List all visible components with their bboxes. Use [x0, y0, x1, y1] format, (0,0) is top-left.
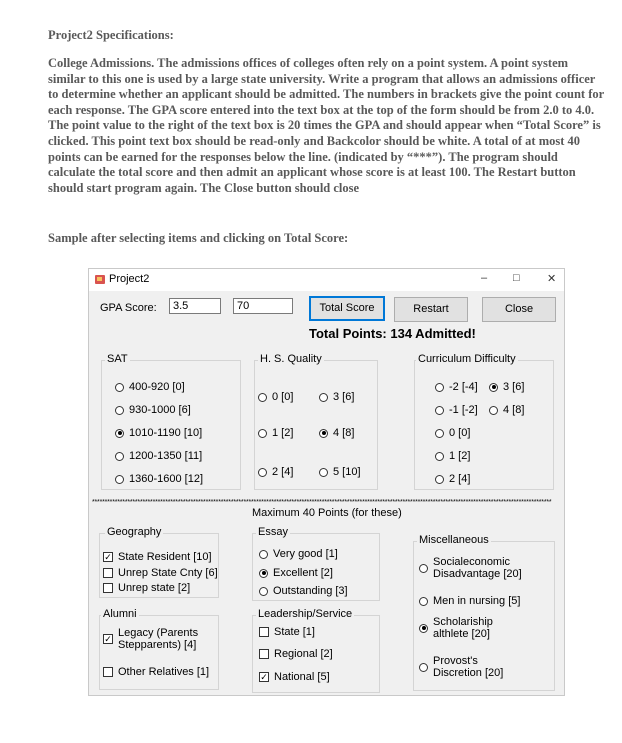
alumni-legacy[interactable]: ✓ Legacy (Parents Stepparents) [4] [104, 627, 199, 651]
essay-group-title: Essay [258, 526, 288, 538]
hs-option-2[interactable]: 2 [4] [258, 466, 293, 478]
hs-option-4[interactable]: 4 [8] [319, 427, 354, 439]
maximize-icon[interactable]: □ [513, 272, 520, 284]
essay-excellent[interactable]: Excellent [2] [259, 567, 333, 579]
gpa-input[interactable]: 3.5 [169, 298, 221, 314]
spec-paragraph: College Admissions. The admissions offices of colleges often rely on a point system. A point system similar to this one is used by a large state university. Write a program that allows an admissions officer to determine whether an applicant should be admitted. The numbers in brackets give the point count for each response. The GPA score entered into the text box at the top of the form should be from 2.0 to 4.0. The point value to the right of the text box is 20 times the GPA and should appear when “Total Score” is clicked. This point text box should be read-only and Backcolor should be white. A total of at most 40 points can be earned for the responses below the line. (indicated by “***”). The program should calculate the total score and then admit an applicant whose score is at least 100. The Restart button should start program again. The Close button should close [48, 56, 604, 195]
geo-unrep-county[interactable]: Unrep State Cnty [6] [103, 567, 218, 579]
close-icon[interactable]: ✕ [547, 273, 557, 285]
sat-group [101, 360, 241, 490]
sat-option-1010[interactable]: 1010-1190 [10] [115, 427, 202, 439]
misc-socioeconomic[interactable]: Socialeconomic Disadvantage [20] [419, 556, 522, 580]
gpa-label: GPA Score: [100, 302, 157, 314]
curr-option-2[interactable]: 2 [4] [435, 473, 470, 485]
alumni-other-relatives[interactable]: Other Relatives [1] [103, 666, 209, 678]
alumni-group-title: Alumni [103, 608, 137, 620]
misc-men-nursing[interactable]: Men in nursing [5] [419, 595, 520, 607]
hs-quality-group-title: H. S. Quality [260, 353, 322, 365]
leadership-group-title: Leadership/Service [258, 608, 353, 620]
total-score-button[interactable]: Total Score [309, 296, 385, 321]
curr-option-neg2[interactable]: -2 [-4] [435, 381, 478, 393]
points-output[interactable]: 70 [233, 298, 293, 314]
curriculum-group-title: Curriculum Difficulty [418, 353, 516, 365]
misc-group-title: Miscellaneous [419, 534, 489, 546]
hs-option-0[interactable]: 0 [0] [258, 391, 293, 403]
curriculum-group [414, 360, 554, 490]
curr-option-3[interactable]: 3 [6] [489, 381, 524, 393]
form-window [88, 268, 565, 696]
sat-option-1360[interactable]: 1360-1600 [12] [115, 473, 203, 485]
curr-option-0[interactable]: 0 [0] [435, 427, 470, 439]
curr-option-neg1[interactable]: -1 [-2] [435, 404, 478, 416]
lead-regional[interactable]: Regional [2] [259, 648, 333, 660]
lead-national[interactable]: ✓ National [5] [260, 671, 330, 683]
sample-caption: Sample after selecting items and clicking on Total Score: [48, 231, 349, 245]
app-icon [95, 275, 105, 284]
sat-option-1200[interactable]: 1200-1350 [11] [115, 450, 202, 462]
hs-option-3[interactable]: 3 [6] [319, 391, 354, 403]
geography-group-title: Geography [107, 526, 162, 538]
minimize-icon[interactable]: – [481, 272, 488, 284]
geo-unrep-state[interactable]: Unrep state [2] [103, 582, 190, 594]
lead-state[interactable]: State [1] [259, 626, 315, 638]
sat-option-400[interactable]: 400-920 [0] [115, 381, 185, 393]
misc-provost-discretion[interactable]: Provost's Discretion [20] [419, 655, 503, 679]
restart-button[interactable]: Restart [394, 297, 468, 322]
page-heading: Project2 Specifications: [48, 28, 174, 42]
essay-very-good[interactable]: Very good [1] [259, 548, 338, 560]
sat-group-title: SAT [107, 353, 128, 365]
essay-outstanding[interactable]: Outstanding [3] [259, 585, 348, 597]
separator-stars: ************************************************************************************************************************************************************************************** [92, 499, 552, 506]
curr-option-1[interactable]: 1 [2] [435, 450, 470, 462]
curr-option-4[interactable]: 4 [8] [489, 404, 524, 416]
geo-state-resident[interactable]: ✓ State Resident [10] [104, 551, 212, 563]
total-points-label: Total Points: 134 Admitted! [309, 326, 476, 341]
max-points-label: Maximum 40 Points (for these) [252, 507, 402, 519]
window-title: Project2 [109, 273, 150, 285]
hs-option-5[interactable]: 5 [10] [319, 466, 361, 478]
hs-option-1[interactable]: 1 [2] [258, 427, 293, 439]
sat-option-930[interactable]: 930-1000 [6] [115, 404, 191, 416]
misc-scholarship-athlete[interactable]: Scholariship althlete [20] [419, 616, 493, 640]
title-bar [89, 269, 564, 291]
close-button[interactable]: Close [482, 297, 556, 322]
